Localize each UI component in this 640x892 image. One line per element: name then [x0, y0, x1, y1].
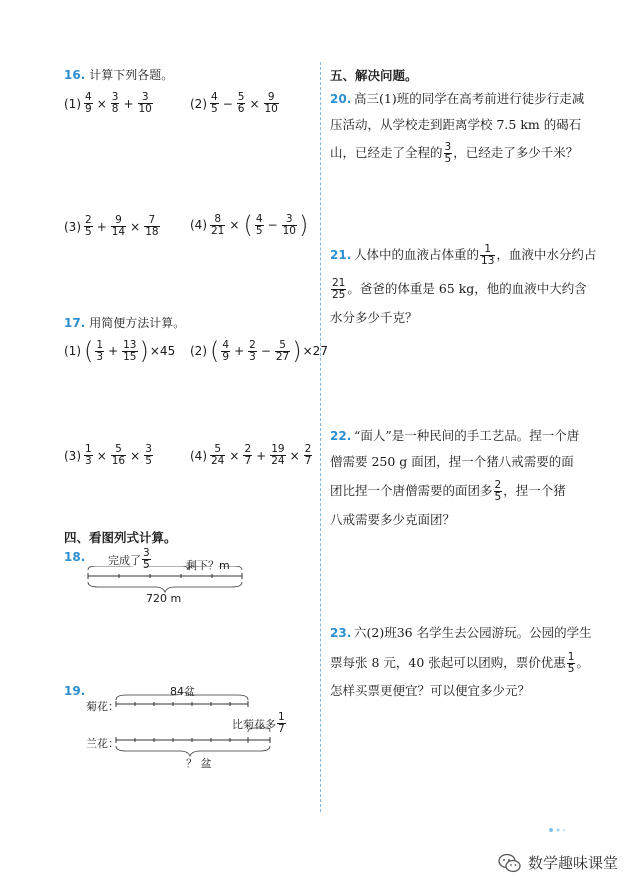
expr-17-2	[190, 339, 328, 363]
watermark	[498, 852, 618, 873]
fraction: $\frac{2}{5}$	[85, 214, 92, 238]
fraction: $\frac{9}{10}$	[264, 91, 278, 115]
text-line: 僧需要 250 g 面团，捏一个猪八戒需要的面	[330, 453, 574, 469]
text-line: ，捏一个猪	[503, 482, 566, 498]
operator: ×	[289, 448, 300, 463]
operator: +	[256, 448, 267, 463]
problem-16-heading	[64, 66, 173, 83]
text-line: ，已经走了多少千米？	[453, 144, 579, 160]
operator: ×	[229, 448, 240, 463]
fraction: $\frac{8}{21}$	[211, 212, 225, 237]
operator: ×	[229, 218, 240, 232]
fraction: $\frac{13}{15}$	[123, 338, 137, 363]
total-length-label: 720 m	[146, 592, 182, 605]
item-label: (1)	[64, 344, 81, 358]
text-line: 。爸爸的体重是 65 kg，他的血液中大约含	[347, 280, 587, 296]
fraction: $\frac{1}{5}$	[567, 650, 575, 675]
label-text: 比菊花多	[232, 717, 276, 731]
problem-23	[330, 622, 610, 702]
text-line: 山，已经走了全程的	[330, 144, 443, 160]
watermark-text: 数学趣味课堂	[528, 854, 619, 872]
text-line: 票每张 8 元，40 张起可以团购，票价优惠	[330, 654, 566, 670]
fraction: $\frac{19}{24}$	[271, 443, 285, 467]
fraction: $\frac{3}{8}$	[111, 91, 119, 115]
item-label: (2)	[190, 344, 207, 358]
expr-16-2	[190, 92, 280, 115]
text-line: 。	[576, 654, 589, 670]
problem-number: 23.	[330, 626, 352, 640]
fraction: $\frac{4}{5}$	[211, 91, 218, 115]
expr-16-1	[64, 92, 154, 115]
expr-17-4	[190, 444, 313, 467]
problem-22	[330, 424, 600, 532]
fraction: $\frac{1}{13}$	[481, 242, 495, 267]
item-label: (3)	[64, 448, 81, 463]
total-brace	[88, 582, 242, 592]
fraction: $\frac{4}{9}$	[222, 338, 230, 363]
text-line: 水分多少千克？	[330, 309, 418, 325]
fraction: $\frac{21}{25}$	[332, 276, 346, 301]
text-line: 六(2)班36 名学生去公园游玩。公园的学生	[354, 624, 592, 640]
expr-16-3	[64, 215, 161, 238]
bar-diagram-19	[112, 692, 282, 762]
item-label: (2)	[190, 96, 207, 111]
fraction: $\frac{4}{5}$	[255, 212, 263, 237]
item-label: (4)	[190, 218, 207, 232]
problem-number: 16.	[64, 68, 86, 82]
decoration-dots-icon	[548, 826, 570, 834]
fraction: $\frac{1}{3}$	[85, 443, 92, 467]
close-paren: )	[139, 337, 149, 365]
problem-number: 18.	[64, 550, 86, 564]
fraction: $\frac{1}{7}$	[278, 711, 285, 735]
problem-number: 20.	[330, 92, 352, 106]
operator: ×	[249, 96, 260, 111]
fraction: $\frac{1}{3}$	[96, 338, 104, 363]
fraction: $\frac{7}{18}$	[145, 214, 159, 238]
problem-number: 21.	[330, 248, 352, 262]
remaining-brace	[188, 566, 242, 570]
done-brace	[88, 566, 188, 570]
operator: −	[222, 96, 233, 111]
fraction: $\frac{3}{10}$	[138, 91, 152, 115]
text-line: ，血液中水分约占	[496, 246, 597, 262]
section-4-title: 四、看图列式计算。	[64, 530, 177, 545]
text-line: 高三(1)班的同学在高考前进行徒步行走减	[354, 90, 585, 106]
problem-title: 用简便方法计算。	[89, 316, 186, 330]
problem-number: 19.	[64, 684, 86, 698]
operator: ×	[130, 219, 141, 234]
fraction: $\frac{5}{24}$	[211, 443, 225, 467]
orchid-total: ？ 盆	[186, 757, 212, 770]
multiplier: ×27	[302, 344, 328, 358]
fraction: $\frac{3}{10}$	[282, 212, 296, 237]
fraction: $\frac{5}{16}$	[111, 443, 126, 467]
text-line: 人体中的血液占体重的	[354, 246, 480, 262]
fraction: $\frac{2}{5}$	[494, 478, 502, 503]
fraction: $\frac{3}{5}$	[145, 443, 152, 467]
fraction: $\frac{2}{3}$	[249, 338, 256, 363]
extra-brace	[248, 725, 270, 732]
problem-number: 17.	[64, 316, 86, 330]
operator: −	[267, 218, 278, 232]
text-line: 团比捏一个唐僧需要的面团多	[330, 482, 493, 498]
orchid-label: 兰花：	[86, 737, 119, 750]
fraction: $\frac{5}{27}$	[275, 338, 290, 363]
chrysanthemum-total: 84盆	[170, 685, 195, 698]
fraction: $\frac{3}{5}$	[444, 140, 452, 165]
item-label: (4)	[190, 448, 207, 463]
operator: −	[260, 344, 271, 358]
open-paren: (	[210, 337, 220, 365]
item-label: (1)	[64, 96, 81, 111]
label-text: 完成了	[108, 553, 141, 567]
problem-20	[330, 88, 600, 168]
multiplier: ×45	[149, 344, 176, 358]
expr-16-4	[190, 213, 309, 237]
chrysanthemum-label: 菊花：	[86, 700, 119, 713]
item-label: (3)	[64, 219, 81, 234]
fraction: $\frac{3}{5}$	[143, 547, 150, 571]
text-line: 八戒需要多少克面团？	[330, 511, 456, 527]
problem-number: 22.	[330, 429, 352, 443]
remaining-label: 剩下？m	[186, 559, 230, 572]
close-paren: )	[298, 211, 309, 239]
chrysanthemum-brace	[116, 692, 248, 700]
fraction: $\frac{2}{7}$	[304, 443, 312, 467]
expr-17-3	[64, 444, 154, 467]
problem-17-heading	[64, 314, 185, 331]
problem-title: 计算下列各题。	[89, 68, 174, 82]
column-divider	[320, 62, 321, 812]
operator: +	[108, 344, 119, 358]
operator: +	[123, 96, 134, 111]
text-line: 怎样买票更便宜？可以便宜多少元？	[330, 682, 531, 698]
operator: ×	[96, 448, 107, 463]
text-line: 压活动，从学校走到距离学校 7.5 km 的碣石	[330, 116, 582, 132]
close-paren: )	[292, 337, 302, 365]
wechat-icon	[498, 853, 522, 873]
fraction: $\frac{4}{9}$	[85, 91, 92, 115]
section-5-title: 五、解决问题。	[330, 68, 418, 83]
operator: ×	[96, 96, 107, 111]
open-paren: (	[243, 211, 253, 239]
operator: +	[96, 219, 107, 234]
text-line: “面人”是一种民间的手工艺品。捏一个唐	[354, 427, 580, 443]
expr-17-1	[64, 339, 175, 363]
fraction: $\frac{9}{14}$	[111, 214, 126, 238]
problem-21	[330, 240, 600, 330]
fraction: $\frac{5}{6}$	[237, 91, 245, 115]
operator: +	[234, 344, 245, 358]
fraction: $\frac{2}{7}$	[244, 443, 252, 467]
open-paren: (	[84, 337, 94, 365]
operator: ×	[130, 448, 141, 463]
